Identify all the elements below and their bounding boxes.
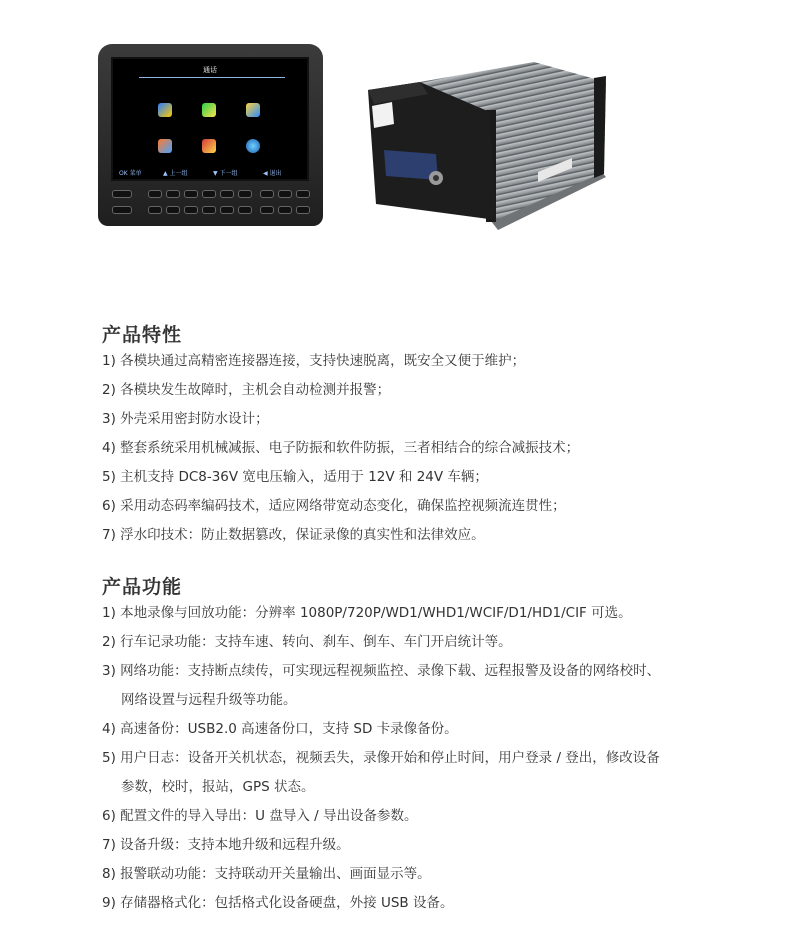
list-item: 9) 存储器格式化：包括格式化设备硬盘，外接 USB 设备。 (102, 895, 454, 911)
list-item: 3) 外壳采用密封防水设计； (102, 411, 269, 427)
screen-title: 通话 (203, 66, 217, 74)
monitor-button-row-bottom (108, 203, 313, 217)
list-item: 5) 用户日志：设备开关机状态，视频丢失，录像开始和停止时间，用户登录 / 登出，修改设备 (102, 750, 660, 766)
settings-icon (158, 139, 172, 153)
mobile-dvr-image (358, 52, 615, 238)
list-item-continuation: 参数，校时，报站，GPS 状态。 (121, 779, 315, 795)
screen-divider (139, 77, 285, 78)
softkey-prev: ▲ 上一组 (163, 170, 188, 177)
list-item: 4) 整套系统采用机械减振、电子防振和软件防振，三者相结合的综合减振技术； (102, 440, 580, 456)
car-monitor-image (98, 44, 323, 226)
list-item: 1) 本地录像与回放功能：分辨率 1080P/720P/WD1/WHD1/WCIF/D1/HD1/CIF 可选。 (102, 605, 632, 621)
monitor-button-row-top (108, 187, 313, 201)
list-item: 6) 采用动态码率编码技术，适应网络带宽动态变化，确保监控视频流连贯性； (102, 498, 566, 514)
messages-icon (246, 103, 260, 117)
list-item: 2) 各模块发生故障时，主机会自动检测并报警； (102, 382, 391, 398)
phone-icon (158, 103, 172, 117)
list-item: 3) 网络功能：支持断点续传，可实现远程视频监控、录像下载、远程报警及设备的网络校时、 (102, 663, 661, 679)
list-item: 2) 行车记录功能：支持车速、转向、刹车、倒车、车门开启统计等。 (102, 634, 512, 650)
list-item: 5) 主机支持 DC8-36V 宽电压输入，适用于 12V 和 24V 车辆； (102, 469, 488, 485)
list-item-continuation: 网络设置与远程升级等功能。 (121, 692, 297, 708)
list-item: 1) 各模块通过高精密连接器连接，支持快速脱离，既安全又便于维护； (102, 353, 526, 369)
softkey-exit: ◀ 退出 (263, 170, 282, 177)
bluetooth-icon (246, 139, 260, 153)
list-item: 4) 高速备份：USB2.0 高速备份口，支持 SD 卡录像备份。 (102, 721, 458, 737)
monitor-screen (111, 57, 309, 181)
functions-list (102, 599, 660, 918)
functions-title: 产品功能 (102, 576, 183, 598)
features-title: 产品特性 (102, 324, 183, 346)
call-log-icon (202, 139, 216, 153)
list-item: 6) 配置文件的导入导出：U 盘导入 / 导出设备参数。 (102, 808, 418, 824)
features-list (102, 347, 579, 550)
list-item: 8) 报警联动功能：支持联动开关量输出、画面显示等。 (102, 866, 431, 882)
contacts-icon (202, 103, 216, 117)
list-item: 7) 浮水印技术：防止数据篡改，保证录像的真实性和法律效应。 (102, 527, 485, 543)
list-item: 7) 设备升级：支持本地升级和远程升级。 (102, 837, 350, 853)
softkey-next: ▼ 下一组 (213, 170, 238, 177)
softkey-menu: OK 菜单 (119, 170, 142, 177)
